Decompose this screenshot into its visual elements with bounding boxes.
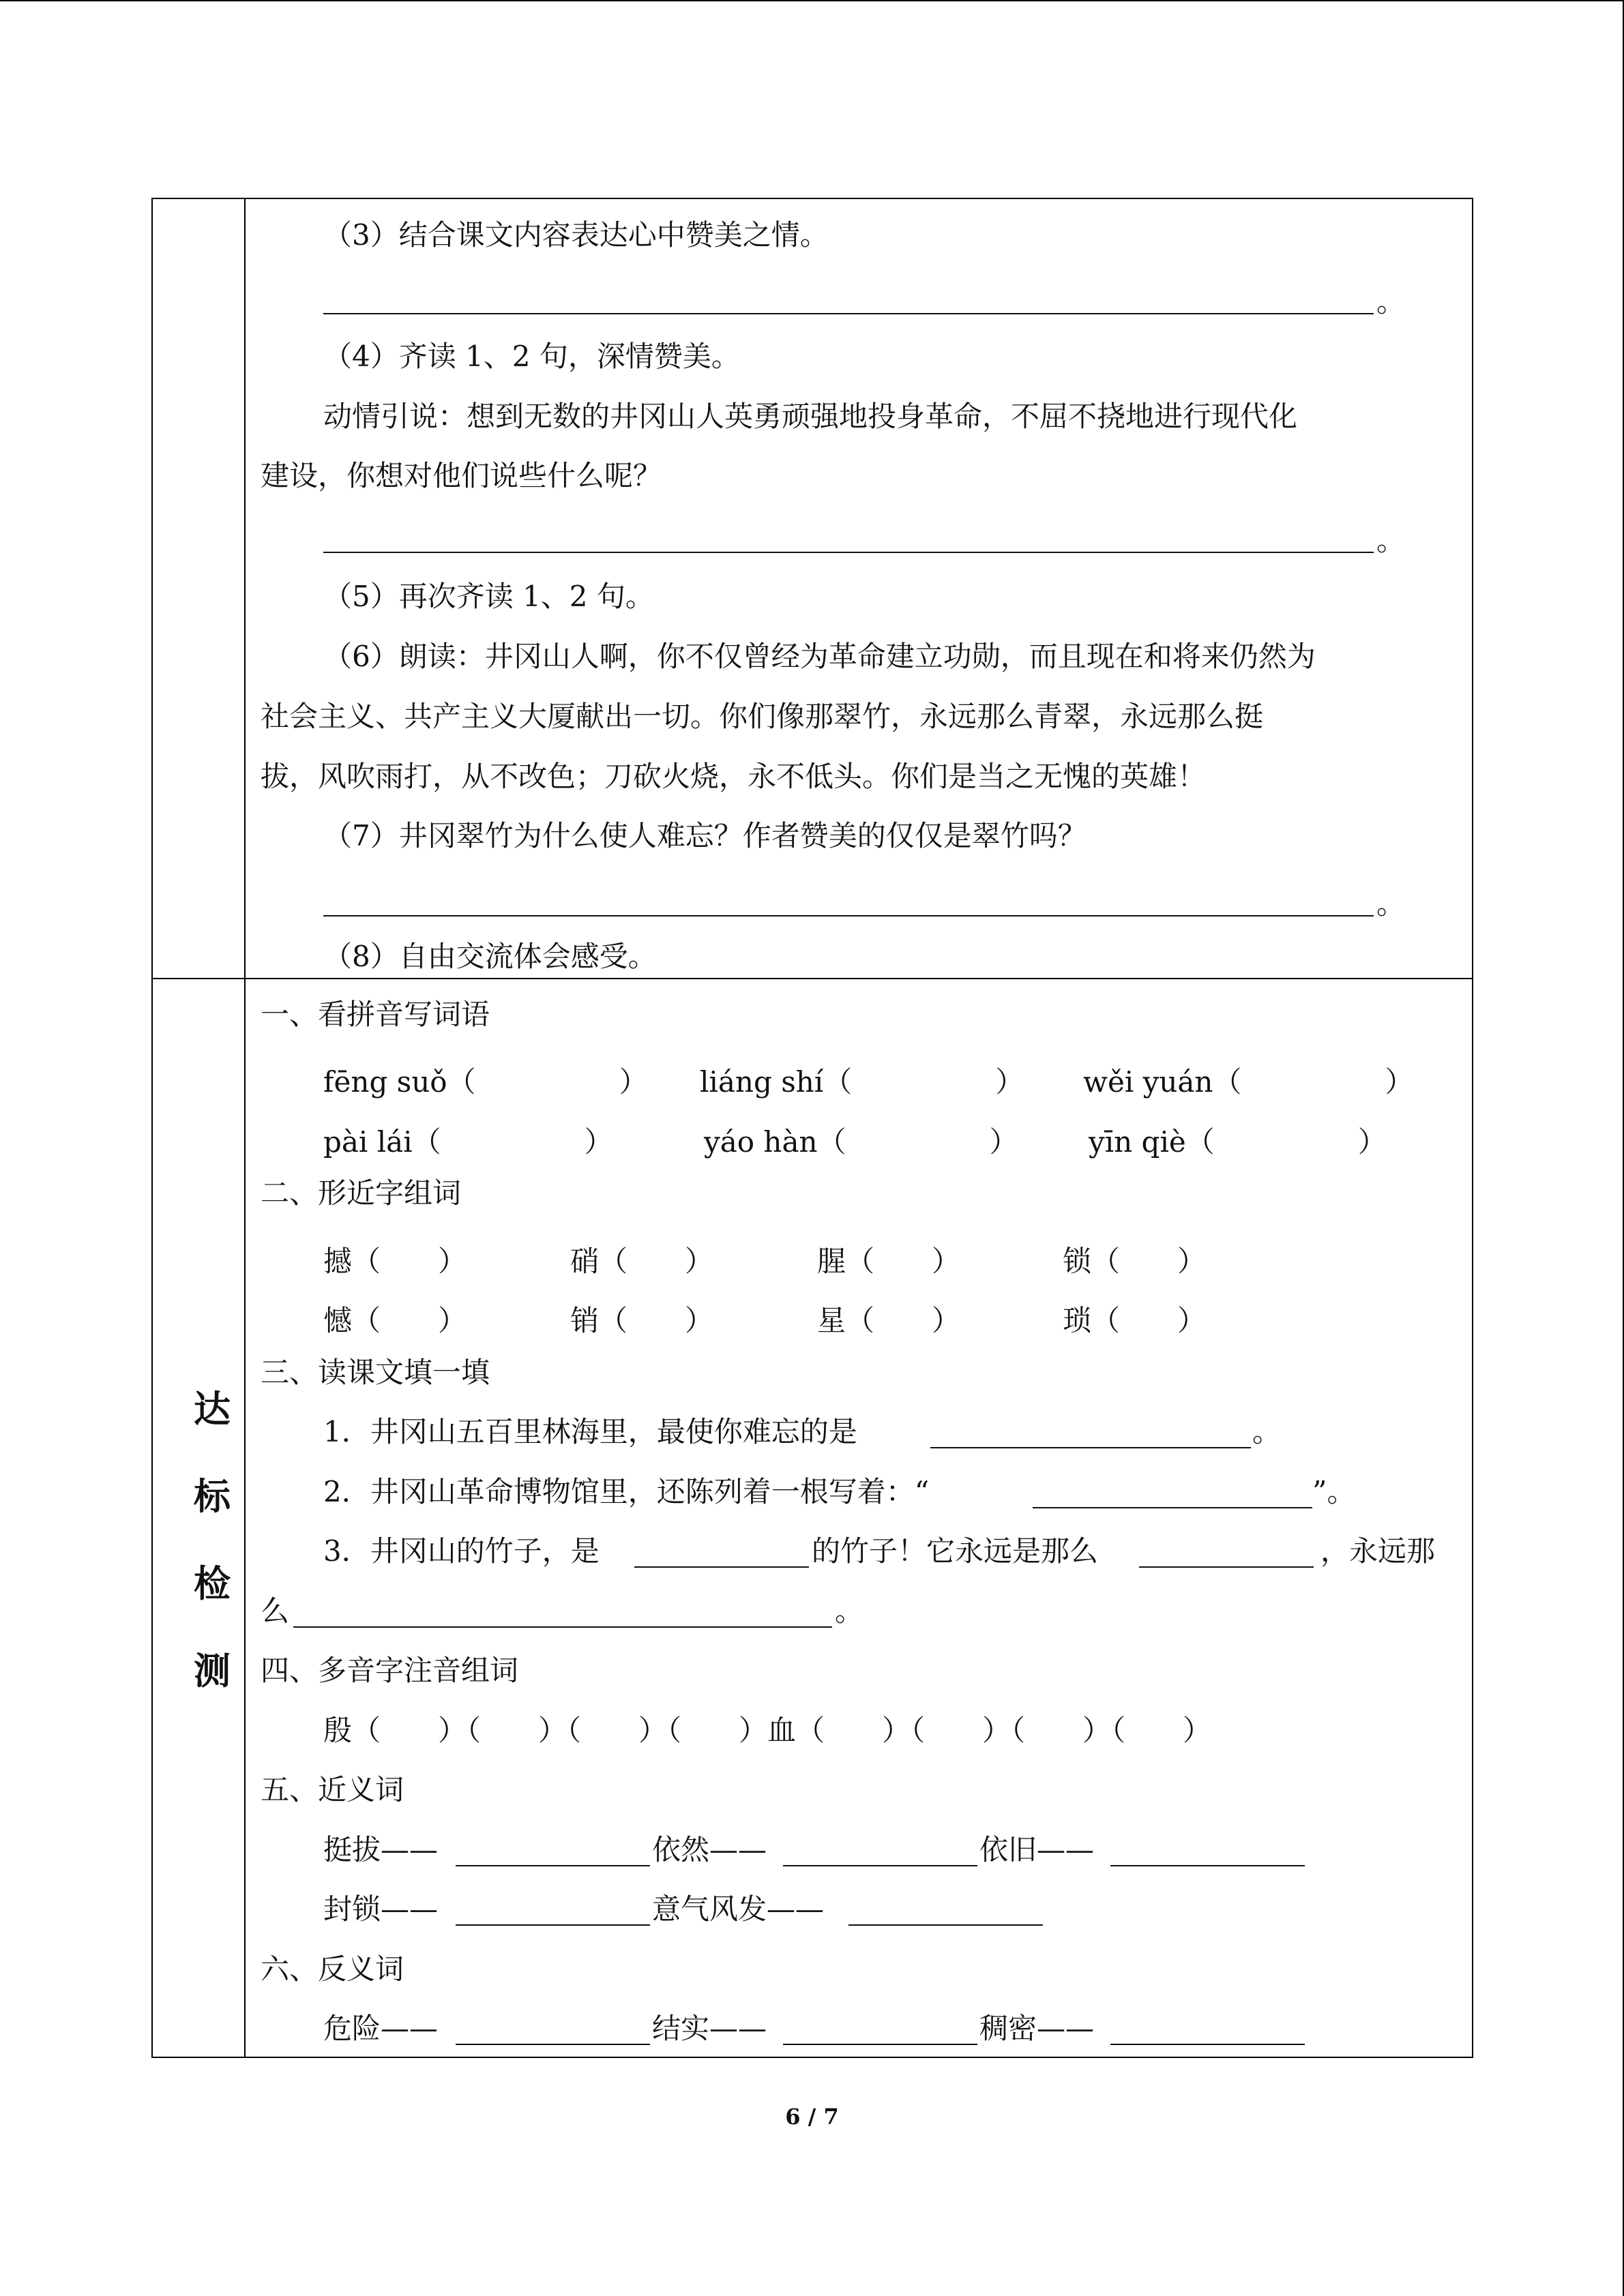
fill-blank[interactable] bbox=[783, 2044, 977, 2045]
char-item[interactable]: 锁（ ） bbox=[1063, 1244, 1207, 1278]
side-label-char: 标 bbox=[194, 1474, 231, 1518]
fill-blank[interactable] bbox=[456, 1924, 650, 1926]
fill-blank[interactable] bbox=[293, 1626, 832, 1628]
step-6-line-3: 拔，风吹雨打，从不改色；刀砍火烧，永不低头。你们是当之无愧的英雄！ bbox=[261, 760, 1207, 793]
synonym-word: 依旧—— bbox=[979, 1833, 1095, 1866]
pinyin-item[interactable]: wěi yuán（ ） bbox=[1083, 1065, 1414, 1099]
answer-line[interactable] bbox=[323, 915, 1374, 916]
fill-blank[interactable] bbox=[634, 1566, 809, 1568]
antonym-word: 稠密—— bbox=[979, 2012, 1095, 2045]
fill-q2-end: ”。 bbox=[1312, 1475, 1356, 1508]
fill-q3-b: 的竹子！它永远是那么 bbox=[812, 1534, 1099, 1568]
step-6-line-2: 社会主义、共产主义大厦献出一切。你们像那翠竹，永远那么青翠，永远那么挺 bbox=[261, 700, 1264, 733]
char-item[interactable]: 星（ ） bbox=[817, 1304, 961, 1337]
char-item[interactable]: 销（ ） bbox=[570, 1304, 714, 1337]
side-label-char: 测 bbox=[194, 1649, 231, 1693]
page-number: 6 / 7 bbox=[785, 2104, 839, 2130]
char-item[interactable]: 撼（ ） bbox=[323, 1244, 467, 1278]
end-mark: 。 bbox=[1376, 524, 1406, 557]
step-6-line-1: （6）朗读：井冈山人啊，你不仅曾经为革命建立功勋，而且现在和将来仍然为 bbox=[323, 640, 1316, 673]
step-4: （4）齐读 1、2 句，深情赞美。 bbox=[323, 340, 740, 373]
char-item[interactable]: 硝（ ） bbox=[570, 1244, 714, 1278]
column-divider bbox=[244, 199, 246, 2057]
fill-q2: 2．井冈山革命博物馆里，还陈列着一根写着：“ bbox=[323, 1475, 930, 1508]
polyphone-line[interactable]: 殷（ ）（ ）（ ）（ ）血（ ）（ ）（ ）（ ） bbox=[323, 1714, 1212, 1747]
fill-blank[interactable] bbox=[1110, 2044, 1305, 2045]
answer-line[interactable] bbox=[323, 552, 1374, 553]
pinyin-item[interactable]: liáng shí（ ） bbox=[700, 1065, 1024, 1099]
fill-q3-d: 么 bbox=[261, 1594, 290, 1628]
fill-q3-a: 3．井冈山的竹子，是 bbox=[323, 1534, 600, 1568]
step-8: （8）自由交流体会感受。 bbox=[323, 940, 657, 973]
page-border-top bbox=[0, 0, 1624, 1]
antonym-word: 结实—— bbox=[652, 2012, 767, 2045]
fill-blank[interactable] bbox=[848, 1924, 1043, 1926]
synonym-word: 意气风发—— bbox=[652, 1892, 825, 1926]
step-3: （3）结合课文内容表达心中赞美之情。 bbox=[323, 218, 829, 252]
fill-q3-e: 。 bbox=[835, 1594, 864, 1628]
char-item[interactable]: 琐（ ） bbox=[1063, 1304, 1207, 1337]
side-label-char: 检 bbox=[194, 1562, 231, 1605]
char-item[interactable]: 憾（ ） bbox=[323, 1304, 467, 1337]
row-divider bbox=[153, 978, 1472, 979]
synonym-word: 挺拔—— bbox=[323, 1833, 439, 1866]
synonym-word: 封锁—— bbox=[323, 1892, 439, 1926]
side-label-dabiao-jiance bbox=[180, 1365, 244, 1714]
fill-blank[interactable] bbox=[783, 1865, 977, 1866]
fill-q3-c: ，永远那 bbox=[1320, 1534, 1436, 1568]
section-title: 五、近义词 bbox=[261, 1773, 404, 1806]
fill-blank[interactable] bbox=[1033, 1507, 1312, 1508]
pinyin-item[interactable]: yáo hàn（ ） bbox=[704, 1125, 1018, 1159]
answer-line[interactable] bbox=[323, 313, 1374, 314]
end-mark: 。 bbox=[1376, 285, 1406, 318]
section-title: 六、反义词 bbox=[261, 1952, 404, 1986]
char-item[interactable]: 腥（ ） bbox=[817, 1244, 961, 1278]
fill-q1: 1．井冈山五百里林海里，最使你难忘的是 bbox=[323, 1415, 857, 1448]
guide-line-2: 建设，你想对他们说些什么呢？ bbox=[261, 459, 662, 492]
fill-blank[interactable] bbox=[456, 1865, 650, 1866]
end-mark: 。 bbox=[1376, 887, 1406, 921]
fill-q1-end: 。 bbox=[1252, 1415, 1282, 1448]
section-title: 二、形近字组词 bbox=[261, 1176, 462, 1210]
section-title: 三、读课文填一填 bbox=[261, 1356, 490, 1389]
step-7: （7）井冈翠竹为什么使人难忘？作者赞美的仅仅是翠竹吗？ bbox=[323, 819, 1087, 852]
side-label-char: 达 bbox=[194, 1387, 231, 1431]
lesson-table bbox=[151, 198, 1473, 2058]
guide-line-1: 动情引说：想到无数的井冈山人英勇顽强地投身革命，不屈不挠地进行现代化 bbox=[323, 400, 1298, 433]
fill-blank[interactable] bbox=[456, 2044, 650, 2045]
fill-blank[interactable] bbox=[930, 1447, 1251, 1448]
synonym-word: 依然—— bbox=[652, 1833, 767, 1866]
pinyin-item[interactable]: fēng suǒ（ ） bbox=[323, 1065, 648, 1099]
section-title: 一、看拼音写词语 bbox=[261, 998, 490, 1031]
antonym-word: 危险—— bbox=[323, 2012, 439, 2045]
fill-blank[interactable] bbox=[1139, 1566, 1314, 1568]
pinyin-item[interactable]: pài lái（ ） bbox=[323, 1125, 613, 1159]
step-5: （5）再次齐读 1、2 句。 bbox=[323, 580, 654, 613]
pinyin-item[interactable]: yīn qiè（ ） bbox=[1089, 1125, 1387, 1159]
fill-blank[interactable] bbox=[1110, 1865, 1305, 1866]
section-title: 四、多音字注音组词 bbox=[261, 1654, 519, 1687]
